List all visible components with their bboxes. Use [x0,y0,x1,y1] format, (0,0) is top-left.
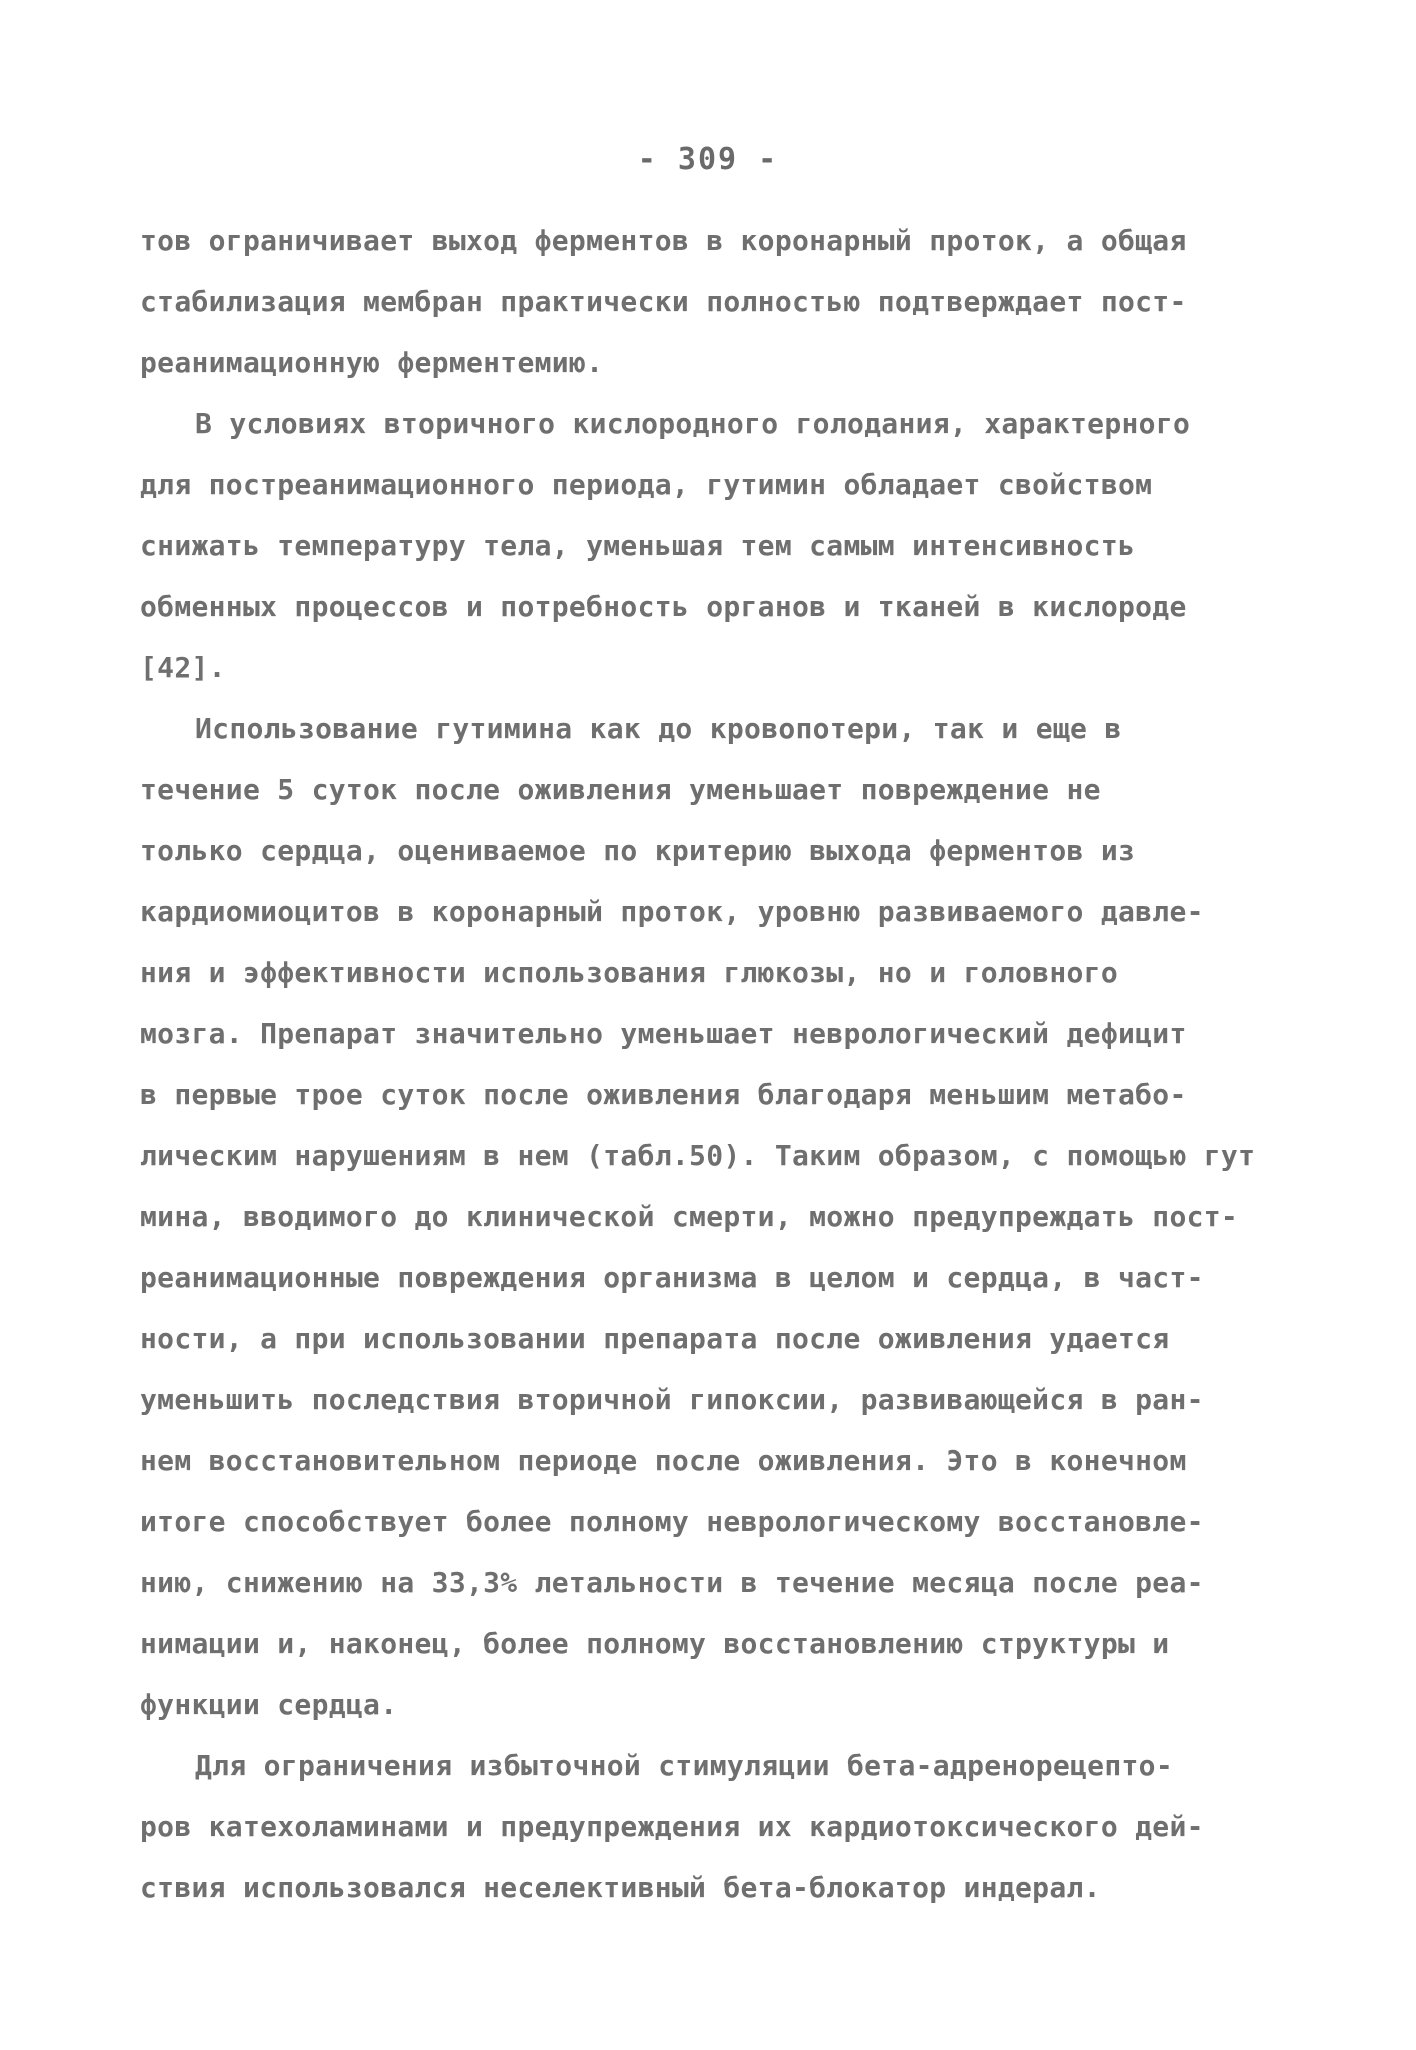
text-line: реанимационную ферментемию. [140,346,604,379]
reference-citation: [42]. [140,651,226,684]
text-line: нию, снижению на 33,3% летальности в течение месяца после реа- [140,1566,1204,1599]
paragraph-start-line: В условиях вторичного кислородного голодания, характерного [195,407,1191,440]
paragraph-start-line: Использование гутимина как до кровопотери, так и еще в [195,712,1122,745]
text-line: ния и эффективности использования глюкозы, но и головного [140,956,1118,989]
text-line: функции сердца. [140,1688,398,1721]
text-line: ности, а при использовании препарата после оживления удается [140,1322,1170,1355]
text-line: течение 5 суток после оживления уменьшает повреждение не [140,773,1101,806]
text-line: кардиомиоцитов в коронарный проток, уровню развиваемого давле- [140,895,1204,928]
paragraph-start-line: Для ограничения избыточной стимуляции бета-адренорецепто- [195,1749,1173,1782]
text-line: в первые трое суток после оживления благодаря меньшим метабо- [140,1078,1187,1111]
text-line: мина, вводимого до клинической смерти, можно предупреждать пост- [140,1200,1239,1233]
text-line: нем восстановительном периоде после оживления. Это в конечном [140,1444,1187,1477]
body-text [140,210,1340,1918]
text-line: реанимационные повреждения организма в целом и сердца, в част- [140,1261,1204,1294]
page-number: - 309 - [637,142,779,177]
text-line: только сердца, оцениваемое по критерию выхода ферментов из [140,834,1136,867]
text-line: снижать температуру тела, уменьшая тем самым интенсивность [140,529,1136,562]
text-line: стабилизация мембран практически полностью подтверждает пост- [140,285,1187,318]
text-line: ров катехоламинами и предупреждения их кардиотоксического дей- [140,1810,1204,1843]
text-line: мозга. Препарат значительно уменьшает неврологический дефицит [140,1017,1187,1050]
text-line: для постреанимационного периода, гутимин обладает свойством [140,468,1153,501]
text-line: ствия использовался неселективный бета-блокатор индерал. [140,1871,1101,1904]
text-line: итоге способствует более полному неврологическому восстановле- [140,1505,1204,1538]
text-line: нимации и, наконец, более полному восстановлению структуры и [140,1627,1170,1660]
text-line: обменных процессов и потребность органов и тканей в кислороде [140,590,1187,623]
text-line: уменьшить последствия вторичной гипоксии, развивающейся в ран- [140,1383,1204,1416]
text-line: тов ограничивает выход ферментов в коронарный проток, а общая [140,224,1187,257]
text-line: лическим нарушениям в нем (табл.50). Таким образом, с помощью гут [140,1139,1256,1172]
